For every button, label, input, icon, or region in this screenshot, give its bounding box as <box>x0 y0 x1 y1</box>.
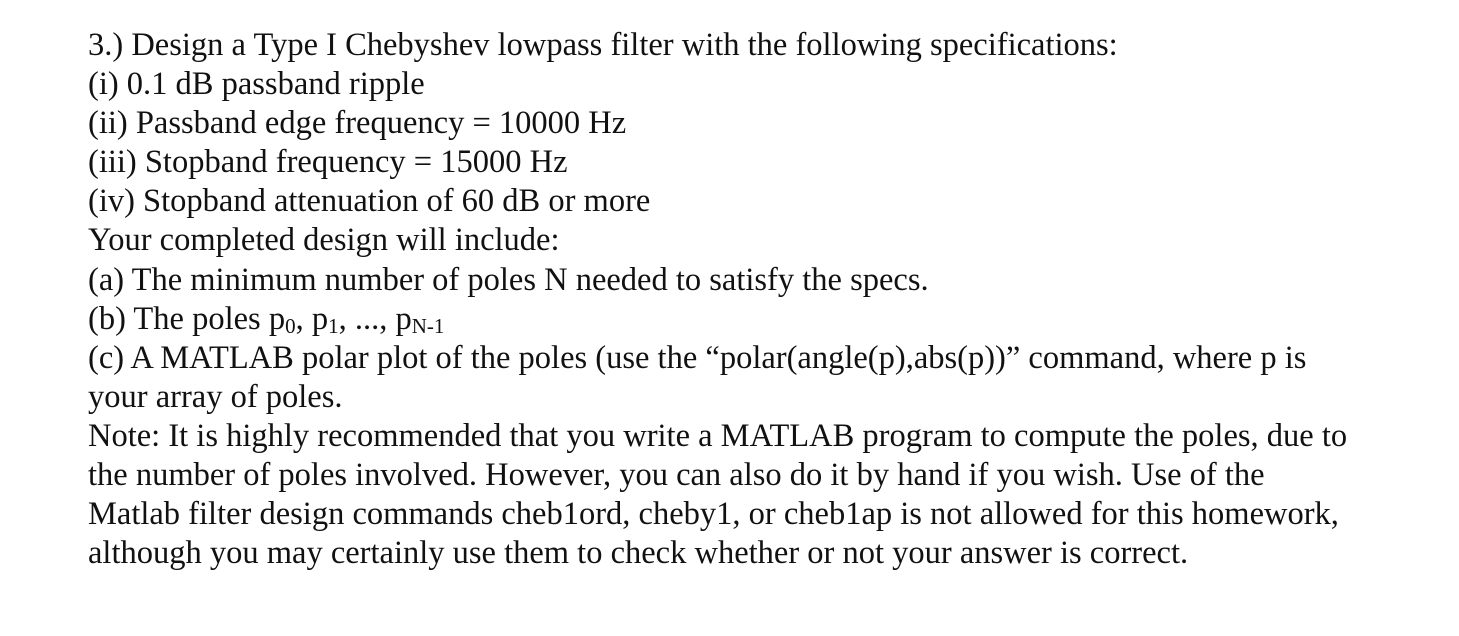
item-b-mid-1: , p <box>295 300 329 337</box>
deliverables-intro: Your completed design will include: <box>88 222 560 259</box>
subscript-0: 0 <box>285 313 296 338</box>
note-line-3: Matlab filter design commands cheb1ord, cheby1, or cheb1ap is not allowed for this homework, <box>88 496 1339 533</box>
spec-stopband-frequency: (iii) Stopband frequency = 15000 Hz <box>88 144 568 181</box>
problem-text <box>88 26 1428 573</box>
item-b-prefix: (b) The poles p <box>88 300 286 337</box>
subscript-n-minus-1: N-1 <box>411 313 445 338</box>
problem-heading: 3.) Design a Type I Chebyshev lowpass filter with the following specifications: <box>88 27 1118 63</box>
item-c-line-1: (c) A MATLAB polar plot of the poles (use the “polar(angle(p),abs(p))” command, where p is <box>88 339 1307 376</box>
spec-passband-ripple: (i) 0.1 dB passband ripple <box>88 66 425 103</box>
item-a: (a) The minimum number of poles N needed to satisfy the specs. <box>88 261 929 298</box>
item-b <box>88 300 1428 339</box>
item-b-mid-2: , ..., p <box>338 300 412 337</box>
note-line-1: Note: It is highly recommended that you write a MATLAB program to compute the poles, due to <box>88 417 1348 454</box>
subscript-1: 1 <box>328 313 339 338</box>
spec-stopband-attenuation: (iv) Stopband attenuation of 60 dB or more <box>88 183 651 220</box>
item-c-line-2: your array of poles. <box>88 378 343 415</box>
note-line-2: the number of poles involved. However, you can also do it by hand if you wish. Use of the <box>88 457 1265 494</box>
spec-passband-edge: (ii) Passband edge frequency = 10000 Hz <box>88 105 627 142</box>
note-line-4: although you may certainly use them to check whether or not your answer is correct. <box>88 535 1189 572</box>
